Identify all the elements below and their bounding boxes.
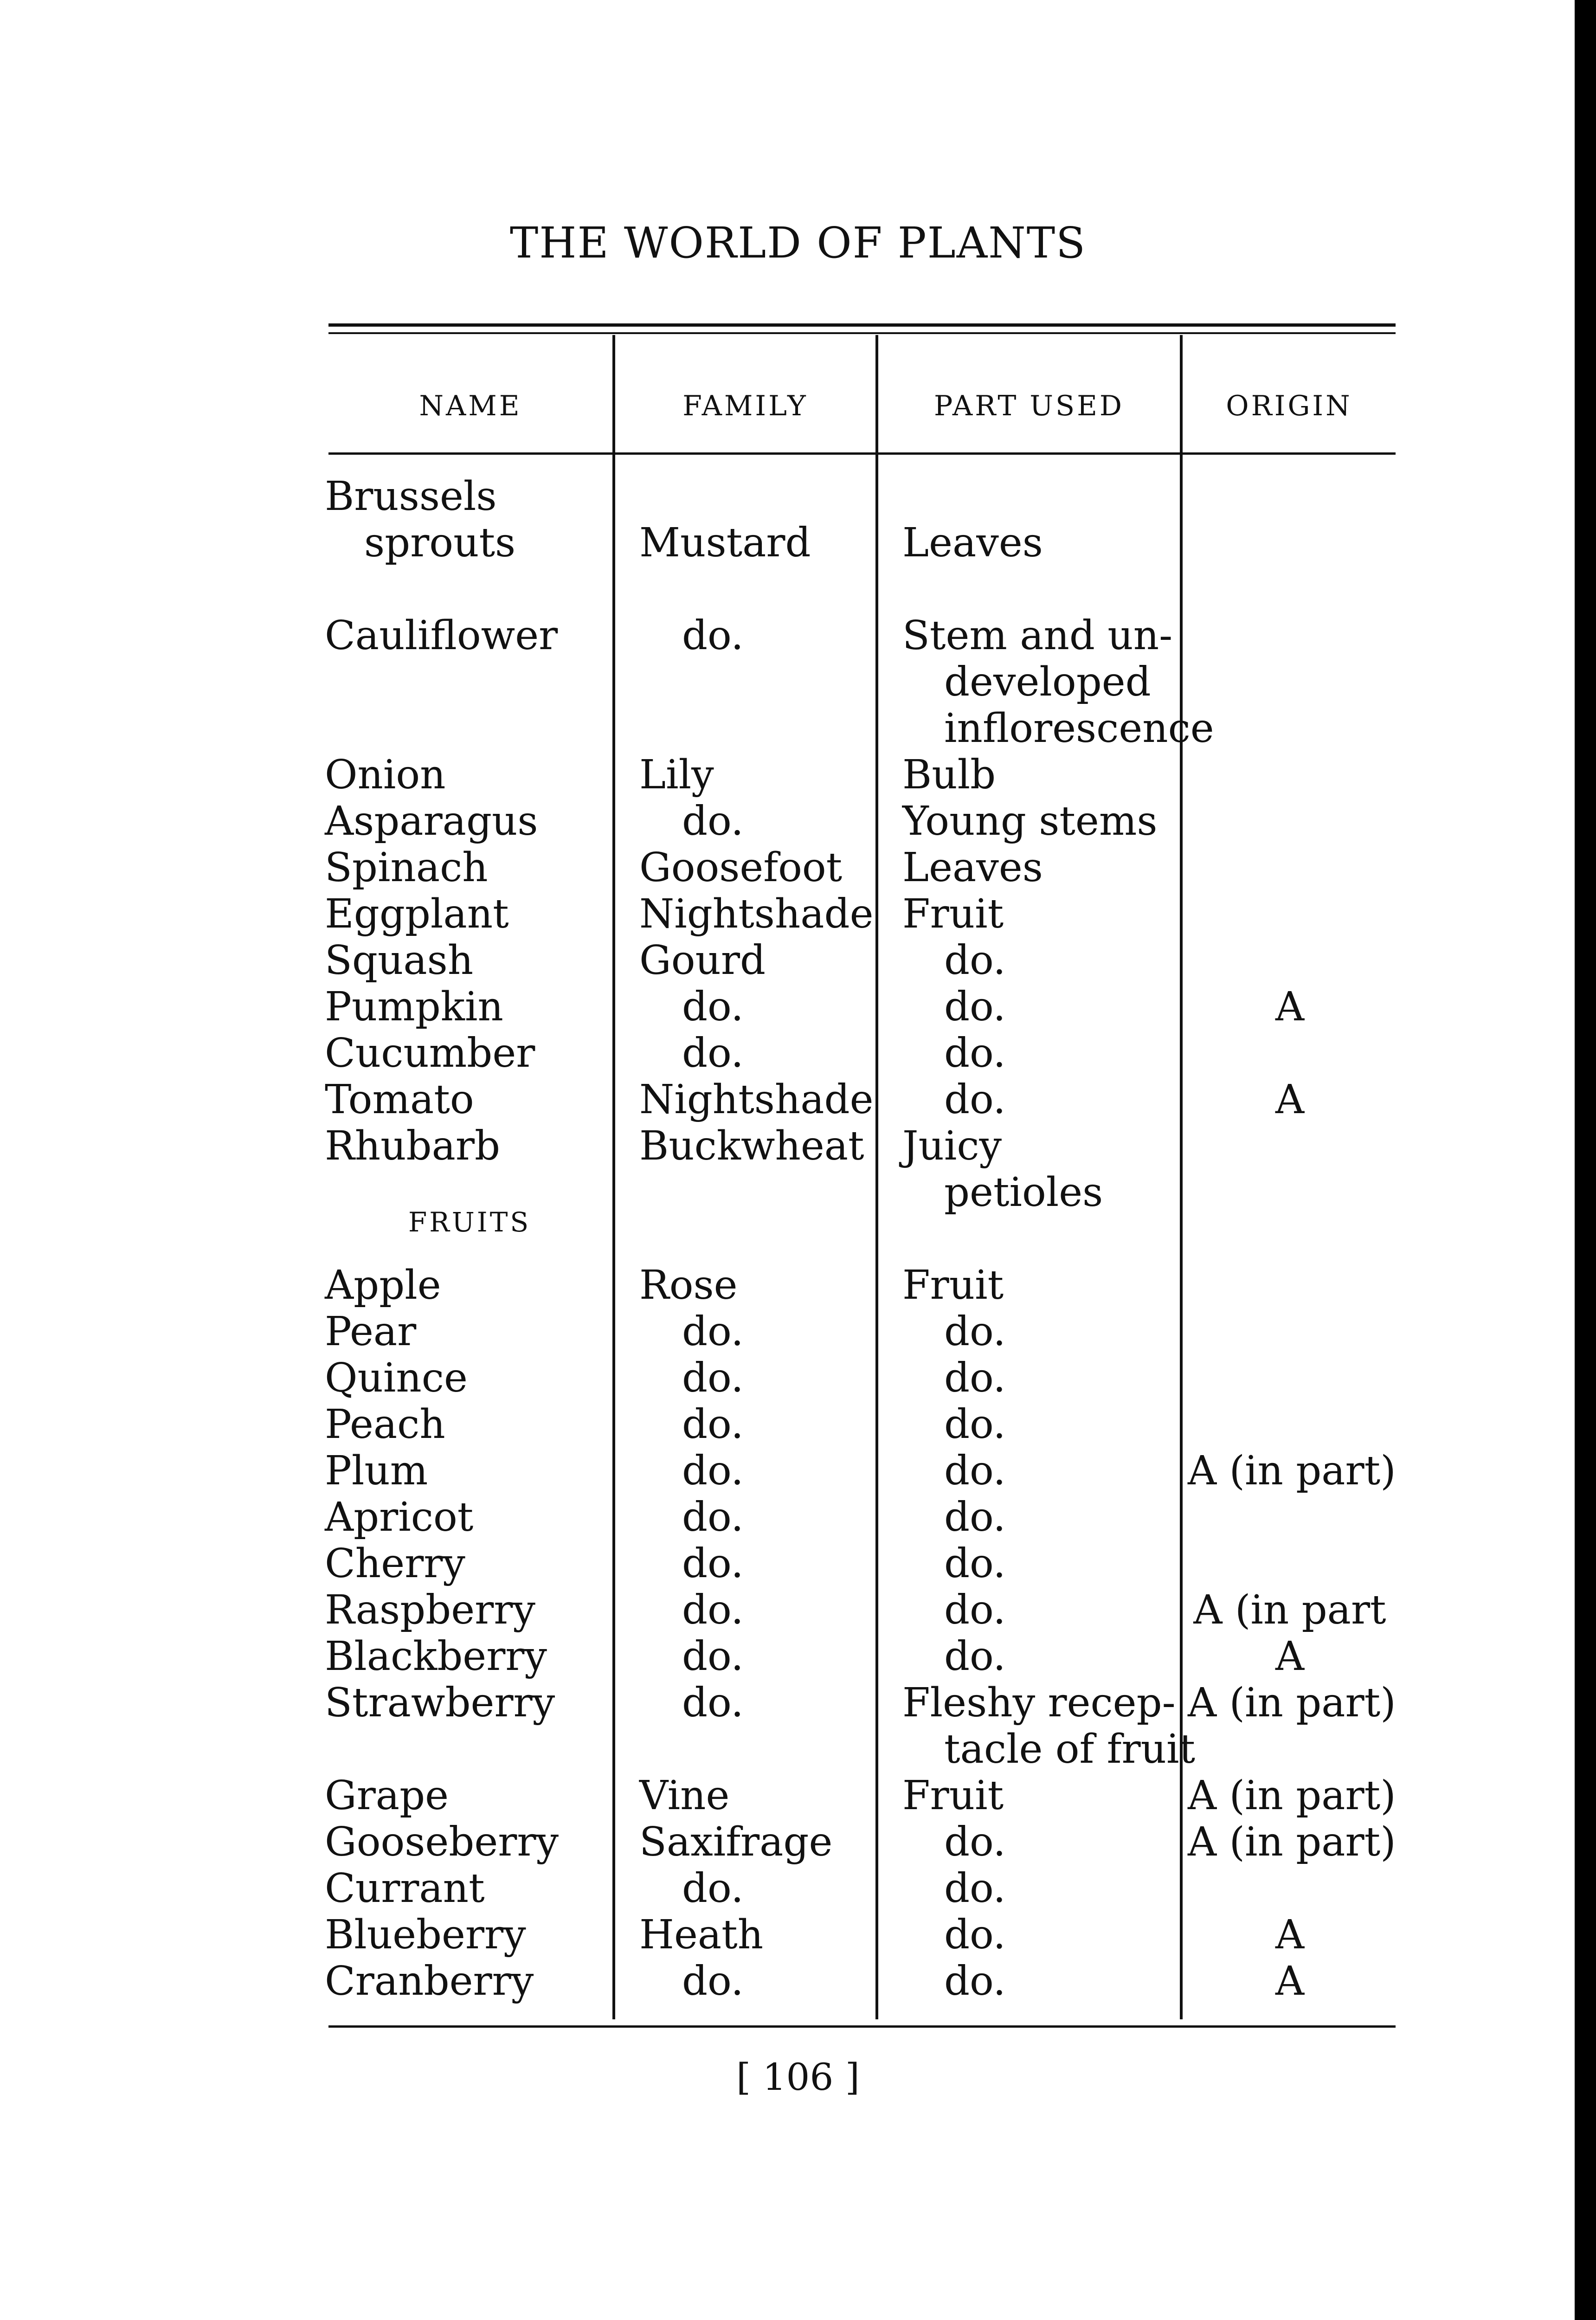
table-cell-part-used: tacle of fruit <box>944 1726 1196 1772</box>
table-cell-origin: A <box>1275 1633 1305 1680</box>
table-cell-part-used: petioles <box>944 1169 1103 1216</box>
column-header-name: NAME <box>419 390 522 422</box>
table-cell-name: Apple <box>325 1262 441 1308</box>
section-label-fruits: FRUITS <box>408 1206 531 1238</box>
table-cell-family: Buckwheat <box>639 1123 864 1169</box>
table-cell-part-used: do. <box>944 1958 1006 2004</box>
table-cell-part-used: do. <box>944 1819 1006 1865</box>
table-cell-part-used: do. <box>944 937 1006 984</box>
table-cell-part-used: developed <box>944 659 1151 705</box>
table-cell-family: Vine <box>639 1772 730 1819</box>
table-cell-origin: A (in part) <box>1188 1448 1396 1494</box>
column-header-origin: ORIGIN <box>1226 390 1352 422</box>
table-cell-family: Goosefoot <box>639 844 843 891</box>
table-cell-name: Eggplant <box>325 891 509 937</box>
table-cell-origin: A (in part) <box>1188 1680 1396 1726</box>
table-cell-family: do. <box>682 984 744 1030</box>
table-cell-name: Spinach <box>325 844 488 891</box>
table-cell-name: Rhubarb <box>325 1123 501 1169</box>
table-cell-name: sprouts <box>364 520 516 566</box>
header-bottom-rule <box>328 452 1396 455</box>
column-divider-2 <box>875 335 878 2019</box>
table-cell-part-used: do. <box>944 1587 1006 1633</box>
column-header-part-used: PART USED <box>934 390 1124 422</box>
table-cell-name: Blackberry <box>325 1633 547 1680</box>
table-cell-name: Strawberry <box>325 1680 555 1726</box>
table-top-rule <box>328 323 1396 327</box>
table-cell-name: Tomato <box>325 1076 474 1123</box>
column-header-family: FAMILY <box>682 390 808 422</box>
table-cell-family: Lily <box>639 752 714 798</box>
table-cell-origin: A <box>1275 1076 1305 1123</box>
table-cell-name: Peach <box>325 1401 445 1448</box>
table-cell-part-used: Leaves <box>902 520 1043 566</box>
table-cell-family: Rose <box>639 1262 738 1308</box>
table-cell-family: Heath <box>639 1912 764 1958</box>
table-cell-family: Nightshade <box>639 1076 874 1123</box>
table-cell-name: Apricot <box>325 1494 474 1540</box>
table-cell-name: Gooseberry <box>325 1819 559 1865</box>
table-cell-family: do. <box>682 1587 744 1633</box>
table-cell-name: Pumpkin <box>325 984 503 1030</box>
table-cell-origin: A <box>1275 1958 1305 2004</box>
table-cell-name: Quince <box>325 1355 468 1401</box>
table-cell-family: do. <box>682 1865 744 1912</box>
table-cell-origin: A (in part) <box>1188 1819 1396 1865</box>
column-divider-1 <box>612 335 615 2019</box>
table-cell-name: Grape <box>325 1772 449 1819</box>
table-cell-name: Onion <box>325 752 446 798</box>
table-cell-part-used: do. <box>944 1540 1006 1587</box>
table-cell-family: do. <box>682 612 744 659</box>
table-cell-family: do. <box>682 1958 744 2004</box>
table-cell-family: do. <box>682 1494 744 1540</box>
table-top-rule-inner <box>328 332 1396 334</box>
table-cell-part-used: do. <box>944 1494 1006 1540</box>
table-cell-family: do. <box>682 1540 744 1587</box>
table-cell-name: Pear <box>325 1308 417 1355</box>
table-cell-name: Currant <box>325 1865 485 1912</box>
table-cell-part-used: Stem and un- <box>902 612 1173 659</box>
table-cell-name: Cucumber <box>325 1030 535 1076</box>
table-cell-family: do. <box>682 1680 744 1726</box>
table-cell-origin: A (in part) <box>1188 1772 1396 1819</box>
table-cell-family: do. <box>682 798 744 844</box>
table-cell-family: do. <box>682 1308 744 1355</box>
table-cell-part-used: do. <box>944 1633 1006 1680</box>
table-cell-family: do. <box>682 1633 744 1680</box>
table-cell-part-used: Bulb <box>902 752 996 798</box>
table-cell-name: Cherry <box>325 1540 465 1587</box>
table-cell-origin: A (in part <box>1193 1587 1386 1633</box>
table-cell-part-used: Fruit <box>902 1772 1004 1819</box>
running-head: THE WORLD OF PLANTS <box>509 218 1087 268</box>
table-cell-family: do. <box>682 1030 744 1076</box>
table-cell-name: Blueberry <box>325 1912 526 1958</box>
table-cell-part-used: do. <box>944 1076 1006 1123</box>
table-cell-part-used: do. <box>944 1448 1006 1494</box>
table-cell-part-used: Fleshy recep- <box>902 1680 1176 1726</box>
table-cell-part-used: do. <box>944 1308 1006 1355</box>
table-cell-part-used: do. <box>944 984 1006 1030</box>
table-cell-family: Nightshade <box>639 891 874 937</box>
table-cell-family: Gourd <box>639 937 766 984</box>
table-cell-part-used: do. <box>944 1030 1006 1076</box>
table-cell-name: Plum <box>325 1448 428 1494</box>
table-cell-name: Asparagus <box>325 798 538 844</box>
table-cell-part-used: do. <box>944 1355 1006 1401</box>
table-cell-part-used: Leaves <box>902 844 1043 891</box>
table-cell-family: Saxifrage <box>639 1819 833 1865</box>
table-cell-family: Mustard <box>639 520 811 566</box>
table-cell-part-used: inflorescence <box>944 705 1214 752</box>
table-cell-origin: A <box>1275 984 1305 1030</box>
table-cell-part-used: Young stems <box>902 798 1158 844</box>
table-cell-part-used: Fruit <box>902 1262 1004 1308</box>
page-number: [ 106 ] <box>736 2056 860 2099</box>
table-cell-origin: A <box>1275 1912 1305 1958</box>
table-cell-part-used: do. <box>944 1912 1006 1958</box>
table-cell-part-used: Fruit <box>902 891 1004 937</box>
table-cell-family: do. <box>682 1448 744 1494</box>
table-cell-family: do. <box>682 1355 744 1401</box>
table-cell-part-used: do. <box>944 1401 1006 1448</box>
table-bottom-rule <box>328 2025 1396 2028</box>
table-cell-name: Cranberry <box>325 1958 534 2004</box>
table-cell-family: do. <box>682 1401 744 1448</box>
table-cell-name: Raspberry <box>325 1587 535 1633</box>
table-cell-part-used: do. <box>944 1865 1006 1912</box>
table-cell-name: Squash <box>325 937 474 984</box>
table-cell-name: Brussels <box>325 473 497 520</box>
scan-edge-right <box>1575 0 1596 2320</box>
table-cell-part-used: Juicy <box>902 1123 1002 1169</box>
table-cell-name: Cauliflower <box>325 612 558 659</box>
